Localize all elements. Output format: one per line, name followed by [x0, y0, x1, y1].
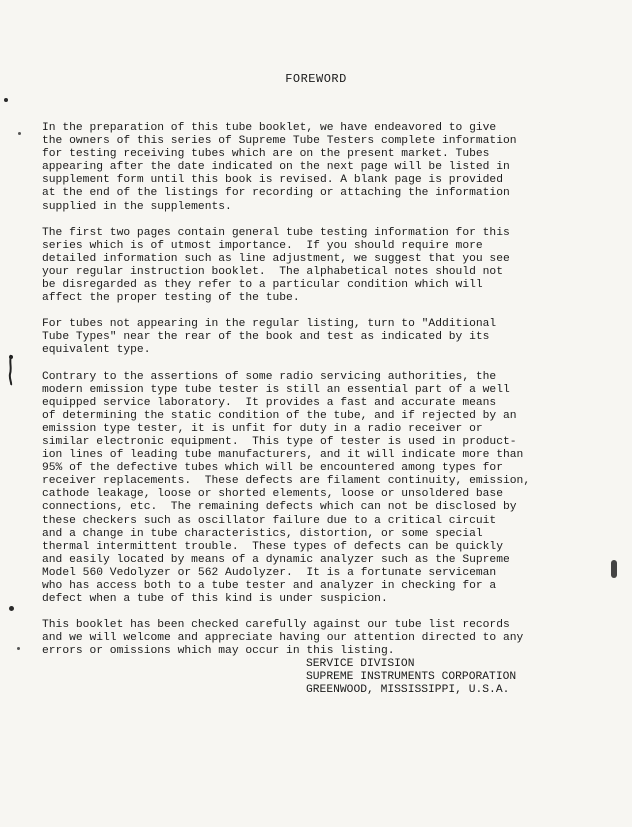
- text-line: who has access both to a tube tester and analyzer in checking for a: [42, 580, 497, 592]
- text-line: The first two pages contain general tube testing information for this: [42, 226, 510, 239]
- scan-speck: [611, 560, 617, 578]
- text-line: at the end of the listings for recording or attaching the information: [42, 187, 510, 200]
- text-line: for testing receiving tubes which are on the present market. Tubes: [42, 148, 490, 161]
- text-line: This booklet has been checked carefully against our tube list records: [42, 619, 510, 632]
- signature-company: SUPREME INSTRUMENTS CORPORATION: [306, 671, 517, 684]
- paragraph-additional-types: [42, 318, 627, 357]
- text-line: series which is of utmost importance. If you should require more: [42, 239, 483, 252]
- scan-speck: [18, 132, 21, 135]
- text-line: Tube Types" near the rear of the book and test as indicated by its: [42, 331, 490, 344]
- text-line: affect the proper testing of the tube.: [42, 292, 300, 305]
- paragraph-emission-tester: [42, 371, 627, 607]
- text-line: supplement form until this book is revised. A blank page is provided: [42, 174, 503, 187]
- text-line: detailed information such as line adjustment, we suggest that you see: [42, 252, 510, 265]
- text-line: of determining the static condition of the tube, and if rejected by an: [42, 409, 517, 422]
- text-line: equivalent type.: [42, 344, 151, 357]
- text-line: cathode leakage, loose or shorted elements, loose or unsoldered base: [42, 488, 503, 501]
- scan-speck: [17, 647, 20, 650]
- text-line: appearing after the date indicated on the next page will be listed in: [42, 161, 510, 174]
- signature-location: GREENWOOD, MISSISSIPPI, U.S.A.: [306, 684, 510, 697]
- signature-division: SERVICE DIVISION: [306, 658, 415, 670]
- text-line: equipped service laboratory. It provides a fast and accurate means: [42, 396, 497, 409]
- text-line: Model 560 Vedolyzer or 562 Audolyzer. It is a fortunate serviceman: [42, 566, 497, 579]
- text-line: ion lines of leading tube manufacturers, and it will indicate more than: [42, 449, 524, 462]
- scan-speck: [4, 98, 8, 102]
- paragraph-general-info: [42, 227, 627, 306]
- signature-block: [306, 658, 516, 698]
- text-line: In the preparation of this tube booklet, we have endeavored to give: [42, 122, 497, 134]
- text-line: and we will welcome and appreciate having our attention directed to any: [42, 632, 524, 645]
- text-line: emission type tester, it is unfit for duty in a radio receiver or: [42, 422, 483, 435]
- text-line: the owners of this series of Supreme Tube Testers complete information: [42, 135, 517, 148]
- binder-punch-mark: [6, 354, 16, 386]
- text-line: defect when a tube of this kind is under suspicion.: [42, 593, 388, 606]
- text-line: thermal intermittent trouble. These types of defects can be quickly: [42, 540, 503, 553]
- text-line: your regular instruction booklet. The alphabetical notes should not: [42, 265, 503, 278]
- text-line: and easily located by means of a dynamic analyzer such as the Supreme: [42, 553, 510, 566]
- text-line: these checkers such as oscillator failure due to a critical circuit: [42, 514, 497, 527]
- text-line: For tubes not appearing in the regular listing, turn to "Additional: [42, 318, 497, 331]
- text-line: and a change in tube characteristics, distortion, or some special: [42, 527, 483, 540]
- text-line: connections, etc. The remaining defects which can not be disclosed by: [42, 501, 517, 514]
- text-line: similar electronic equipment. This type of tester is used in product-: [42, 435, 517, 448]
- text-line: be disregarded as they refer to a particular condition which will: [42, 279, 483, 292]
- text-line: 95% of the defective tubes which will be encountered among types for: [42, 462, 503, 475]
- paragraph-closing: [42, 619, 627, 658]
- paragraph-intro: [42, 122, 627, 214]
- scan-speck: [9, 606, 14, 611]
- text-line: Contrary to the assertions of some radio servicing authorities, the: [42, 370, 497, 383]
- text-line: receiver replacements. These defects are filament continuity, emission,: [42, 475, 531, 488]
- page-title: FOREWORD: [285, 72, 347, 86]
- text-line: supplied in the supplements.: [42, 200, 232, 213]
- foreword-body: [42, 122, 627, 671]
- text-line: errors or omissions which may occur in this listing.: [42, 645, 395, 658]
- text-line: modern emission type tube tester is still an essential part of a well: [42, 383, 510, 396]
